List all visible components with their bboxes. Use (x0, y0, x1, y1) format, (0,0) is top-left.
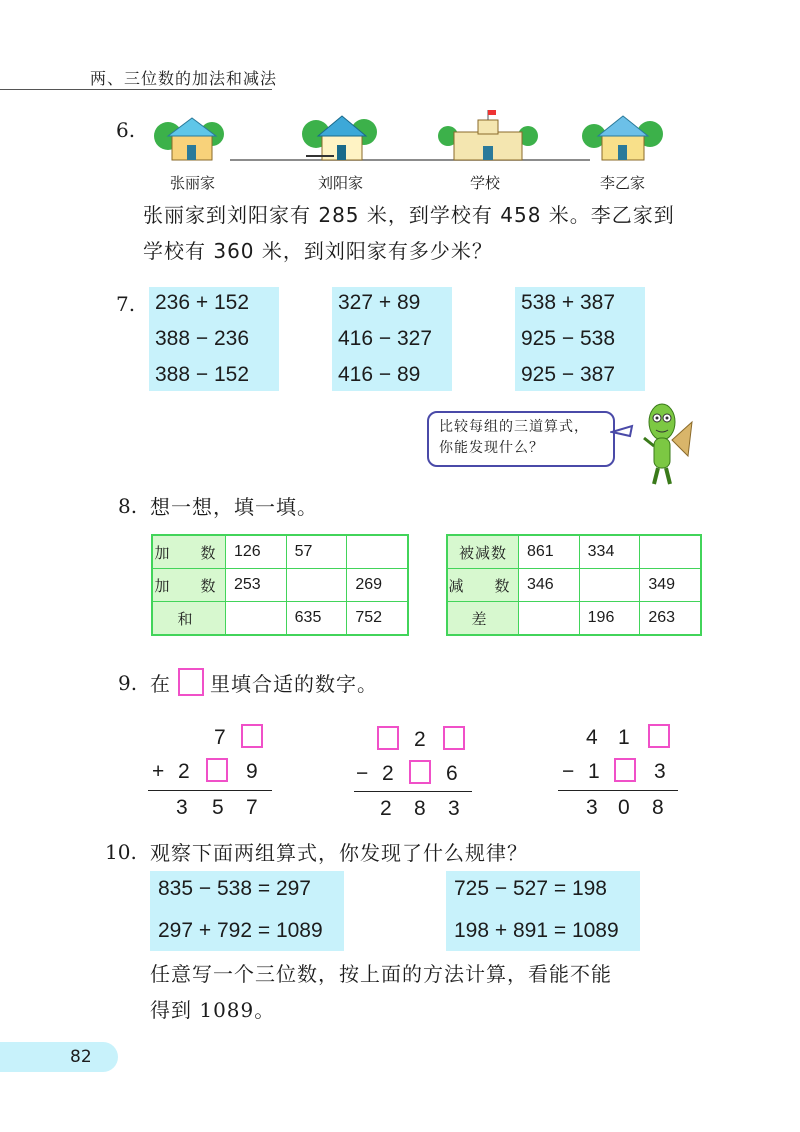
calc-expression: 327 + 89 (338, 291, 421, 314)
equation: 725 − 527 = 198 (454, 877, 607, 900)
operator: − (562, 760, 575, 783)
table-cell: 349 (640, 569, 701, 602)
blank-digit-box[interactable] (206, 758, 228, 782)
digit: 3 (654, 760, 666, 783)
q6-text-line2: 学校有 360 米，到刘阳家有多少米？ (143, 239, 493, 263)
table-cell-blank[interactable] (518, 602, 579, 636)
digit: 3 (176, 796, 188, 819)
blank-digit-box[interactable] (443, 726, 465, 750)
q6-number: 6. (116, 118, 136, 142)
calc-group-2 (332, 287, 452, 391)
table-cell-blank[interactable] (579, 569, 640, 602)
calc-expression: 236 + 152 (155, 291, 250, 314)
digit: 8 (414, 797, 426, 820)
place-label-liuyang: 刘阳家 (318, 174, 364, 192)
calc-expression: 925 − 538 (521, 327, 616, 350)
digit: 9 (246, 760, 258, 783)
table-cell: 126 (226, 535, 287, 569)
place-label-zhangli: 张丽家 (170, 174, 216, 192)
house-icon-1 (154, 118, 224, 160)
blank-digit-box[interactable] (241, 724, 263, 748)
digit: 4 (586, 726, 598, 749)
table-label-minuend: 被减数 (447, 535, 518, 569)
digit: 1 (618, 726, 630, 749)
digit: 2 (178, 760, 190, 783)
q7-number: 7. (116, 292, 136, 316)
digit: 0 (618, 796, 630, 819)
page-number-tab (0, 1042, 118, 1072)
digit: 7 (246, 796, 258, 819)
route-illustration (150, 110, 670, 170)
calc-group-3 (515, 287, 645, 391)
digit: 5 (212, 796, 224, 819)
digit: 3 (448, 797, 460, 820)
table-cell: 263 (640, 602, 701, 636)
table-cell: 346 (518, 569, 579, 602)
q8-title: 想一想，填一填。 (150, 495, 318, 519)
calc-expression: 538 + 387 (521, 291, 616, 314)
digit: 7 (214, 726, 226, 749)
place-label-liyi: 李乙家 (600, 174, 646, 192)
difference-line (354, 791, 472, 792)
digit: 2 (382, 762, 394, 785)
table-cell: 635 (286, 602, 347, 636)
table-cell: 334 (579, 535, 640, 569)
blank-digit-box[interactable] (377, 726, 399, 750)
table-cell: 752 (347, 602, 408, 636)
q8-number: 8. (118, 494, 138, 518)
table-cell: 196 (579, 602, 640, 636)
calc-expression: 388 − 236 (155, 327, 250, 350)
table-label-difference: 差 (447, 602, 518, 636)
difference-line (558, 790, 678, 791)
subtraction-table (446, 534, 702, 636)
equation-group-1 (150, 871, 344, 951)
q10-text-line2: 得到 1089。 (150, 998, 276, 1022)
pea-character-icon (610, 392, 700, 492)
digit: 2 (380, 797, 392, 820)
table-label-addend: 加 数 (152, 569, 226, 602)
calc-group-1 (149, 287, 279, 391)
blank-digit-box[interactable] (409, 760, 431, 784)
house-icon-2 (302, 116, 377, 160)
table-cell: 57 (286, 535, 347, 569)
calc-expression: 416 − 89 (338, 363, 421, 386)
digit: 8 (652, 796, 664, 819)
section-title: 两、三位数的加法和减法 (90, 69, 278, 88)
sum-line (148, 790, 272, 791)
speech-bubble (427, 411, 615, 467)
q10-number: 10. (105, 840, 137, 864)
blank-digit-box[interactable] (614, 758, 636, 782)
digit: 2 (414, 728, 426, 751)
q9-number: 9. (118, 671, 138, 695)
calc-expression: 416 − 327 (338, 327, 433, 350)
equation: 835 − 538 = 297 (158, 877, 311, 900)
house-icon-3 (582, 116, 663, 160)
q9-text-before: 在 (150, 672, 171, 696)
operator: − (356, 762, 369, 785)
equation-group-2 (446, 871, 640, 951)
blank-digit-box[interactable] (648, 724, 670, 748)
place-label-school: 学校 (470, 174, 501, 192)
equation: 198 + 891 = 1089 (454, 919, 619, 942)
addition-table (151, 534, 409, 636)
digit: 1 (588, 760, 600, 783)
table-cell: 269 (347, 569, 408, 602)
digit: 3 (586, 796, 598, 819)
digit: 6 (446, 762, 458, 785)
table-cell-blank[interactable] (640, 535, 701, 569)
school-icon (438, 110, 538, 160)
bubble-line2: 你能发现什么？ (439, 440, 544, 456)
table-label-subtrahend: 减 数 (447, 569, 518, 602)
calc-expression: 388 − 152 (155, 363, 250, 386)
calc-expression: 925 − 387 (521, 363, 616, 386)
blank-box-sample (178, 668, 204, 696)
q6-text-line1: 张丽家到刘阳家有 285 米，到学校有 458 米。李乙家到 (143, 203, 675, 227)
q9-text-after: 里填合适的数字。 (210, 672, 378, 696)
table-cell: 253 (226, 569, 287, 602)
table-cell-blank[interactable] (347, 535, 408, 569)
bubble-line1: 比较每组的三道算式， (439, 419, 589, 435)
table-cell-blank[interactable] (226, 602, 287, 636)
page-number: 82 (70, 1047, 92, 1067)
header-divider (0, 89, 272, 90)
equation: 297 + 792 = 1089 (158, 919, 323, 942)
operator: + (152, 760, 165, 783)
table-label-sum: 和 (152, 602, 226, 636)
table-label-addend: 加 数 (152, 535, 226, 569)
q10-title: 观察下面两组算式，你发现了什么规律？ (150, 841, 528, 865)
table-cell: 861 (518, 535, 579, 569)
q10-text-line1: 任意写一个三位数，按上面的方法计算，看能不能 (150, 962, 612, 986)
table-cell-blank[interactable] (286, 569, 347, 602)
